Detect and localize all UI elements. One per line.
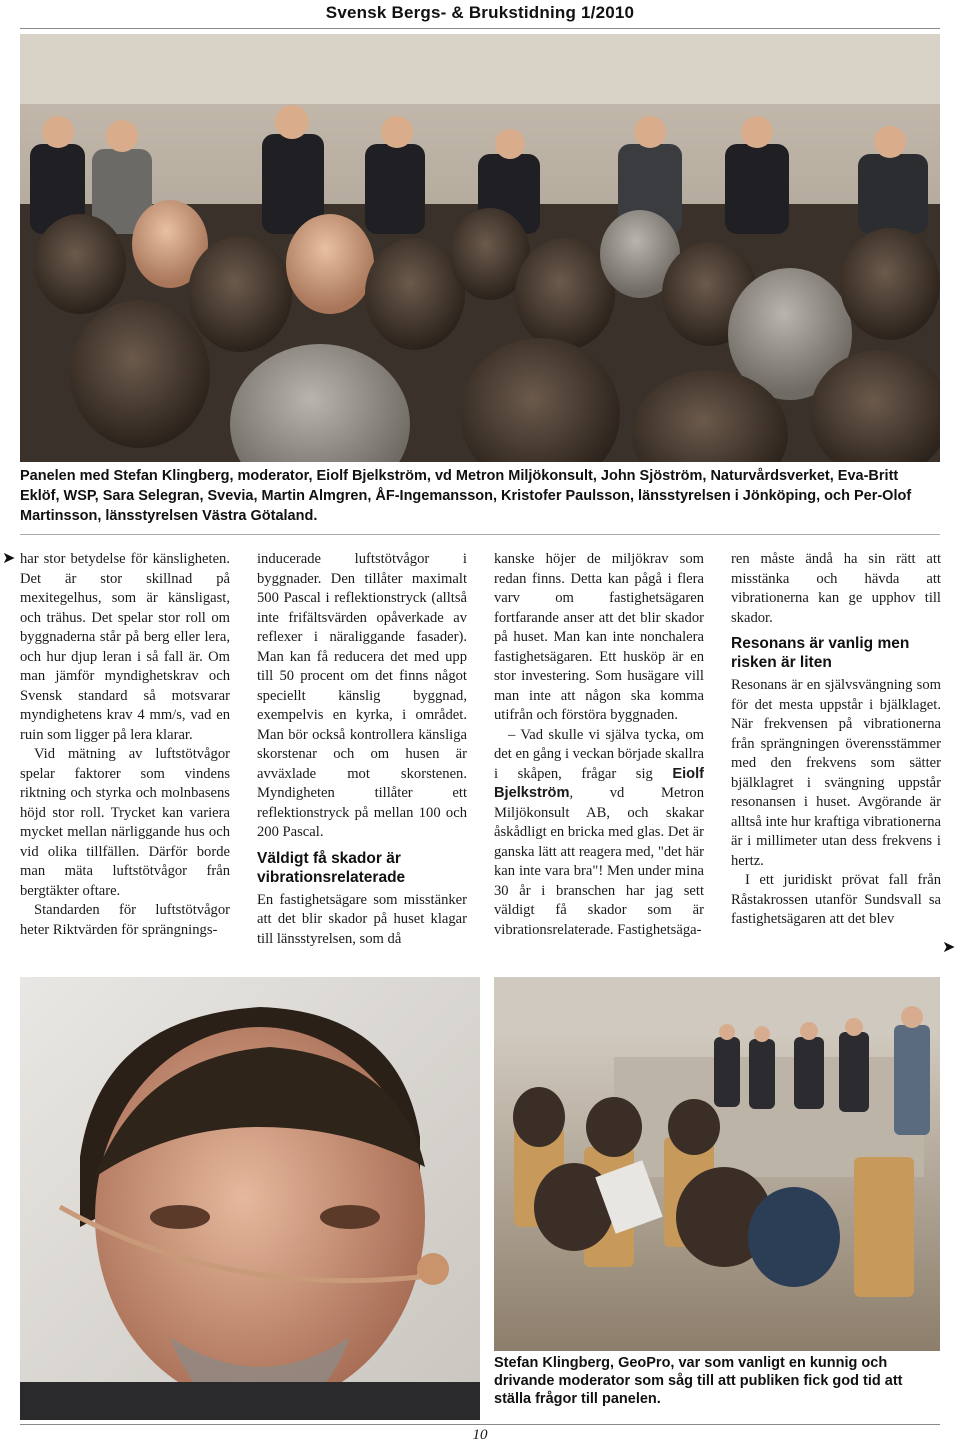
top-photo-caption: Panelen med Stefan Klingberg, moderator, Eiolf Bjelkström, vd Metron Miljökonsult, John Sjöström, Naturvårdsverket, Eva-Britt Eklöf, WSP, Sara Selegran, Svevia, Martin Almgren, ÅF-Ingemansson, Kristofer Paulsson, länsstyrelsen i Jönköping, och Per-Olof Martinsson, länsstyrelsen Västra Götaland. [20,468,912,524]
paragraph: I ett juridiskt prövat fall från Råstakrossen utanför Sundsvall sa fastighetsägaren att det blev [731,872,941,927]
seminar-room-photo [494,977,940,1351]
paragraph [494,726,704,941]
paragraph: Standarden för luftstötvågor heter Riktvärden för sprängnings- [20,902,230,938]
arrow-right-icon: ➤ [942,937,956,956]
paragraph: inducerade luftstötvågor i byggnader. Den tillåter maximalt 500 Pascal i reflektionstryck (alltså inte frifältsvärden opåverkade av reflexer i näraliggande fasader). Man kan få reducera det med upp till 50 procent om det finns något speciellt känslig byggnad, exempelvis en kyrka, i området. Man bör också kontrollera känsliga skorstenar och om husen är avväxlade mot skorstenen. Myndigheten tillåter ett reflektionstryck på mellan 100 och 200 Pascal. [257,551,467,840]
article-column-3 [494,550,704,940]
page-number: 10 [472,1427,488,1443]
arrow-right-icon: ➤ [2,548,16,567]
moderator-portrait-photo [20,977,480,1420]
subheading: Resonans är vanlig men risken är liten [731,635,910,671]
quote-body: , vd Metron Miljökonsult AB, och skakar åskådligt en bricka med glas. Det är ganska lätt att reagera med, "det här kan inte vara bra"! Men under mina 30 år i branschen har jag sett väldigt få skador som är vibrationsrelaterade. Fastighetsäga- [494,785,704,938]
paragraph: ren måste ändå ha sin rätt att misstänka och hävda att vibrationerna kan ge upphov till skador. [731,551,941,626]
publication-title: Svensk Bergs- & Brukstidning 1/2010 [325,3,635,22]
quote-intro: – Vad skulle vi själva tycka, om det en gång i veckan började skallra i skåpen, frågar sig [494,726,704,782]
footer-divider [20,1424,940,1425]
paragraph: har stor betydelse för känsligheten. Det är stor skillnad på mexitegelhus, som är känsligast, och trähus. Det spelar stor roll om byggnaderna står på berg eller lera, och hur djup leran i så fall är. Om man jämför myndighetskrav och Svensk standard så motsvarar myndighetens krav 4 mm/s, vad en ruin som ligger på lera klarar. [20,551,230,743]
paragraph: Resonans är en självsvängning som för det mesta uppstår i bjälklaget. När frekvensen på vibrationerna från sprängningen överensstämmer med den frekvens som sätter bjälklagret i svängning uppstår resonansen i huset. Avgörande är alltså inte hur kraftiga vibrationerna är i millimeter utan dess frekvens i hertz. [731,677,941,869]
bottom-photo-caption: Stefan Klingberg, GeoPro, var som vanligt en kunnig och drivande moderator som såg till att publiken fick god tid att ställa frågor till panelen. [494,1355,903,1407]
article-column-1 [20,550,230,940]
paragraph: Vid mätning av luftstötvågor spelar faktorer som vindens riktning och styrka och molnbasens höjd stor roll. Trycket kan variera mycket mellan närliggande hus och vid olika tillfällen. Därför borde man mäta luftstötvågor från bergtäkter oftare. [20,746,230,899]
subheading: Väldigt få skador är vibrationsrelaterade [257,849,406,886]
panel-audience-photo [20,34,940,462]
header-divider [20,28,940,29]
paragraph: kanske höjer de miljökrav som redan finns. Detta kan pågå i flera varv om fastighetsägaren fortfarande anser att det blir skador på huset. Man kan inte nonchalera fastighetsägaren. Ett husköp är en stor investering. Som husägare vill man inte att någon ska komma utifrån och förstöra byggnaden. [494,551,704,723]
article-column-2 [257,550,467,949]
person-name: Eiolf Bjelkström [494,765,704,801]
paragraph: En fastighetsägare som misstänker att det blir skador på huset klagar till länsstyrelsen, som då [257,891,467,947]
article-column-4 [731,550,941,930]
page-header [0,0,960,30]
